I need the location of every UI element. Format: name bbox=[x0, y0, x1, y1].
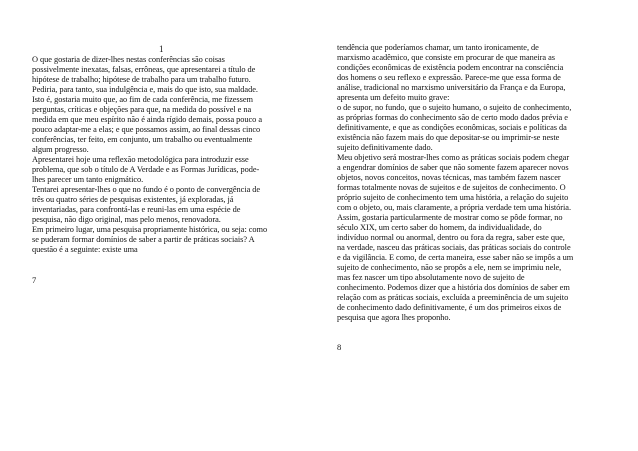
text-line: existência não fazem mais do que depositar-se ou imprimir-se neste bbox=[337, 133, 560, 143]
text-line: inventariadas, para confrontá-las e reuni-las em uma espécie de bbox=[32, 205, 241, 215]
text-line: pouco adaptar-me a elas; e que possamos assim, ao final dessas cinco bbox=[32, 125, 261, 135]
text-line: perguntas, críticas e objeções para que, na medida do possível e na bbox=[32, 105, 252, 115]
text-line: sujeito definitivamente dado. bbox=[337, 143, 433, 153]
text-line: o de supor, no fundo, que o sujeito humano, o sujeito de conhecimento, bbox=[337, 103, 572, 113]
text-line: século XIX, um certo saber do homem, da individualidade, do bbox=[337, 223, 542, 233]
text-line: Assim, gostaria particularmente de mostrar como se pôde formar, no bbox=[337, 213, 563, 223]
text-line: relação com as práticas sociais, excluída a preeminência de um sujeito bbox=[337, 293, 569, 303]
text-line: análise, tradicional no marxismo universitário da França e da Europa, bbox=[337, 83, 566, 93]
text-line: problema, que sob o título de A Verdade e as Formas Jurídicas, pode- bbox=[32, 165, 260, 175]
text-line: na verdade, nasceu das práticas sociais, das práticas sociais do controle bbox=[337, 243, 571, 253]
text-line: com o objeto, ou, mais claramente, a própria verdade tem uma história. bbox=[337, 203, 571, 213]
text-line: Pediria, para tanto, sua indulgência e, mais do que isto, sua maldade. bbox=[32, 85, 258, 95]
text-line: pesquisa que agora lhes proponho. bbox=[337, 313, 451, 323]
text-line: medida em que meu espírito não é ainda rígido demais, possa pouco a bbox=[32, 115, 262, 125]
text-line: conferências, ter feito, em conjunto, um trabalho ou eventualmente bbox=[32, 135, 253, 145]
text-line: se puderam formar domínios de saber a partir de práticas sociais? A bbox=[32, 235, 255, 245]
text-line: Em primeiro lugar, uma pesquisa propriamente histórica, ou seja: como bbox=[32, 225, 268, 235]
page-number-left: 7 bbox=[32, 275, 37, 285]
text-line: mas fez nascer um tipo absolutamente novo de sujeito de bbox=[337, 273, 525, 283]
text-line: e da vigilância. E como, de certa maneira, esse saber não se impôs a um bbox=[337, 253, 574, 263]
text-line: três ou quatro séries de pesquisas existentes, já exploradas, já bbox=[32, 195, 234, 205]
right-page bbox=[319, 0, 638, 451]
text-line: Tentarei apresentar-lhes o que no fundo é o ponto de convergência de bbox=[32, 185, 261, 195]
text-line: O que gostaria de dizer-lhes nestas conferências são coisas bbox=[32, 55, 225, 64]
text-line: Apresentarei hoje uma reflexão metodológica para introduzir esse bbox=[32, 155, 249, 165]
text-line: definitivamente, e que as condições econômicas, sociais e políticas da bbox=[337, 123, 567, 133]
text-line: algum progresso. bbox=[32, 145, 89, 155]
page-number-right: 8 bbox=[337, 342, 342, 352]
text-line: Meu objetivo será mostrar-lhes como as práticas sociais podem chegar bbox=[337, 153, 570, 163]
text-line: dos homens o seu reflexo e expressão. Parece-me que essa forma de bbox=[337, 73, 561, 83]
text-line: possivelmente inexatas, falsas, errôneas, que apresentarei a título de bbox=[32, 65, 256, 75]
text-line: lhes parecer um tanto enigmático. bbox=[32, 175, 144, 185]
text-line: Isto é, gostaria muito que, ao fim de cada conferência, me fizessem bbox=[32, 95, 253, 105]
text-line: sujeito de conhecimento, não se propôs a ele, nem se imprimiu nele, bbox=[337, 263, 562, 273]
text-line: apresenta um defeito muito grave: bbox=[337, 93, 450, 103]
text-line: objetos, novos conceitos, novas técnicas, mas também fazem nascer bbox=[337, 173, 561, 183]
right-page-body bbox=[337, 43, 625, 323]
left-page-body bbox=[32, 55, 290, 255]
text-line: indivíduo normal ou anormal, dentro ou fora da regra, saber este que, bbox=[337, 233, 565, 243]
text-line: conhecimento. Podemos dizer que a história dos domínios de saber em bbox=[337, 283, 570, 293]
text-line: questão é a seguinte: existe uma bbox=[32, 245, 138, 255]
chapter-number: 1 bbox=[159, 44, 164, 54]
text-line: hipótese de trabalho; hipótese de trabalho para um trabalho futuro. bbox=[32, 75, 251, 85]
text-line: as próprias formas do conhecimento são de certo modo dados prévia e bbox=[337, 113, 568, 123]
text-line: condições econômicas de existência podem encontrar na consciência bbox=[337, 63, 564, 73]
text-line: de conhecimento dado definitivamente, é um dos primeiros eixos de bbox=[337, 303, 562, 313]
text-line: a engendrar domínios de saber que não somente fazem aparecer novos bbox=[337, 163, 569, 173]
text-line: marxismo acadêmico, que consiste em procurar de que maneira as bbox=[337, 53, 555, 63]
text-line: formas totalmente novas de sujeitos e de sujeitos de conhecimento. O bbox=[337, 183, 566, 193]
text-line: próprio sujeito de conhecimento tem uma história, a relação do sujeito bbox=[337, 193, 569, 203]
text-line: pesquisa, não digo original, mas pelo menos, renovadora. bbox=[32, 215, 221, 225]
text-line: tendência que poderíamos chamar, um tanto ironicamente, de bbox=[337, 43, 539, 52]
